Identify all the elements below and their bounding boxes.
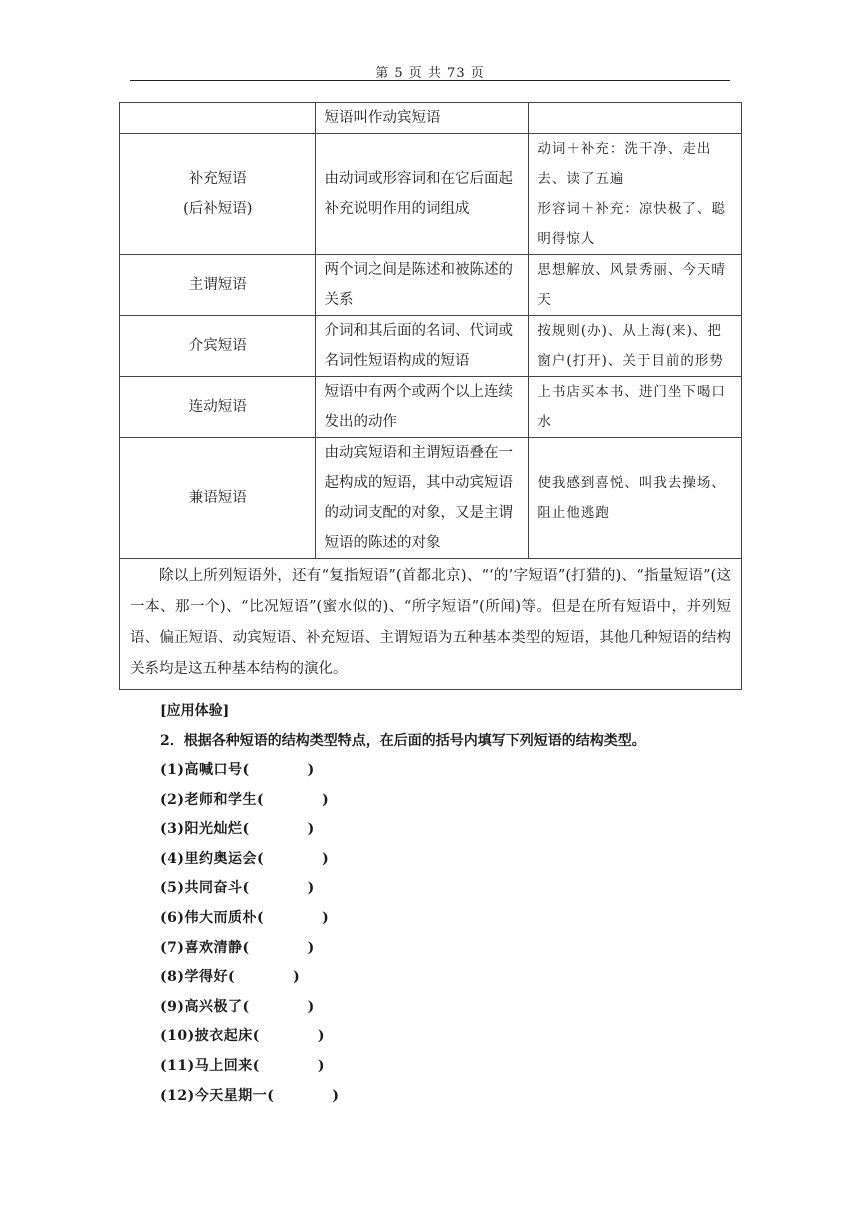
- closing-paren: ): [332, 1087, 340, 1104]
- exercise-item-text: 里约奥运会(: [184, 850, 265, 867]
- example-cell: 动词＋补充：洗干净、走出去、读了五遍 形容词＋补充：凉快极了、聪明得惊人: [529, 134, 742, 255]
- table-row: [120, 134, 742, 255]
- example-cell: [529, 103, 742, 134]
- exercise-item-number: (8): [160, 969, 185, 986]
- exercise-item: [160, 756, 740, 786]
- phrase-type-cell: 主谓短语: [120, 255, 316, 316]
- example-cell: 思想解放、风景秀丽、今天晴天: [529, 255, 742, 316]
- closing-paren: ): [307, 880, 315, 897]
- exercise-item-number: (9): [160, 998, 185, 1015]
- closing-paren: ): [307, 821, 315, 838]
- exercise-item: [160, 1052, 740, 1082]
- exercise-item-number: (3): [160, 821, 185, 838]
- exercise-item-text: 阳光灿烂(: [184, 821, 250, 838]
- definition-cell: 短语中有两个或两个以上连续发出的动作: [316, 377, 529, 438]
- exercise-item: [160, 993, 740, 1023]
- page-indicator: 第 5 页 共 73 页: [375, 66, 485, 81]
- table-note-row: [120, 559, 742, 690]
- exercise-item-number: (4): [160, 850, 185, 867]
- exercise-item-text: 共同奋斗(: [184, 880, 250, 897]
- exercise-item: [160, 874, 740, 904]
- exercise-item: [160, 934, 740, 964]
- exercise-section: [160, 696, 740, 1111]
- exercise-item: [160, 963, 740, 993]
- closing-paren: ): [307, 939, 315, 956]
- closing-paren: ): [322, 791, 330, 808]
- exercise-item-number: (1): [160, 762, 185, 778]
- exercise-item-text: 马上回来(: [194, 1057, 260, 1074]
- exercise-item: [160, 1082, 740, 1112]
- exercise-item-text: 今天星期一(: [194, 1087, 275, 1104]
- exercise-item-number: (6): [160, 909, 185, 926]
- closing-paren: ): [317, 1028, 325, 1045]
- exercise-item-text: 高喊口号(: [184, 762, 250, 778]
- phrase-type-cell: 兼语短语: [120, 438, 316, 559]
- exercise-item-text: 学得好(: [184, 969, 236, 986]
- exercise-item-list: [160, 756, 740, 1111]
- exercise-item-number: (5): [160, 880, 185, 897]
- phrase-type-cell: 介宾短语: [120, 316, 316, 377]
- exercise-item: [160, 786, 740, 816]
- exercise-item-text: 高兴极了(: [184, 998, 250, 1015]
- exercise-heading: [应用体验]: [160, 703, 230, 719]
- exercise-item: [160, 815, 740, 845]
- closing-paren: ): [322, 909, 330, 926]
- closing-paren: ): [317, 1057, 325, 1074]
- exercise-item-text: 喜欢清静(: [184, 939, 250, 956]
- exercise-item-text: 老师和学生(: [184, 791, 265, 808]
- table-row: [120, 377, 742, 438]
- closing-paren: ): [322, 850, 330, 867]
- exercise-item: [160, 845, 740, 875]
- table-row: [120, 103, 742, 134]
- exercise-item-text: 披衣起床(: [194, 1028, 260, 1045]
- phrase-type-cell: [120, 103, 316, 134]
- phrase-type-cell: 补充短语 (后补短语): [120, 134, 316, 255]
- table-row: [120, 316, 742, 377]
- definition-cell: 由动宾短语和主谓短语叠在一起构成的短语，其中动宾短语的动词支配的对象，又是主谓短语的陈述的对象: [316, 438, 529, 559]
- header-rule: [130, 80, 730, 81]
- table-row: [120, 438, 742, 559]
- table-note-cell: [120, 559, 742, 690]
- table-note-text: 除以上所列短语外，还有“复指短语”(首都北京)、“‘的’字短语”(打猎的)、“指量短语”(这一本、那一个)、“比况短语”(蜜水似的)、“所字短语”(所闻)等。但是在所有短语中，并列短语、偏正短语、动宾短语、补充短语、主谓短语为五种基本类型的短语，其他几种短语的结构关系均是这五种基本结构的演化。: [130, 568, 731, 677]
- exercise-item: [160, 1022, 740, 1052]
- closing-paren: ): [307, 762, 315, 778]
- exercise-item-number: (10): [160, 1028, 195, 1045]
- exercise-item-number: (11): [160, 1057, 195, 1074]
- example-cell: 上书店买本书、进门坐下喝口水: [529, 377, 742, 438]
- example-cell: 使我感到喜悦、叫我去操场、阻止他逃跑: [529, 438, 742, 559]
- exercise-item-number: (2): [160, 791, 185, 808]
- closing-paren: ): [293, 969, 301, 986]
- definition-cell: 两个词之间是陈述和被陈述的关系: [316, 255, 529, 316]
- phrase-type-table: [119, 102, 742, 690]
- exercise-instruction: 2．根据各种短语的结构类型特点，在后面的括号内填写下列短语的结构类型。: [160, 733, 646, 749]
- definition-cell: 介词和其后面的名词、代词或名词性短语构成的短语: [316, 316, 529, 377]
- exercise-item: [160, 904, 740, 934]
- exercise-item-number: (12): [160, 1087, 195, 1104]
- phrase-type-cell: 连动短语: [120, 377, 316, 438]
- definition-cell: 短语叫作动宾短语: [316, 103, 529, 134]
- example-cell: 按规则(办)、从上海(来)、把窗户(打开)、关于目前的形势: [529, 316, 742, 377]
- closing-paren: ): [307, 998, 315, 1015]
- exercise-item-text: 伟大而质朴(: [184, 909, 265, 926]
- exercise-item-number: (7): [160, 939, 185, 956]
- table-row: [120, 255, 742, 316]
- definition-cell: 由动词或形容词和在它后面起补充说明作用的词组成: [316, 134, 529, 255]
